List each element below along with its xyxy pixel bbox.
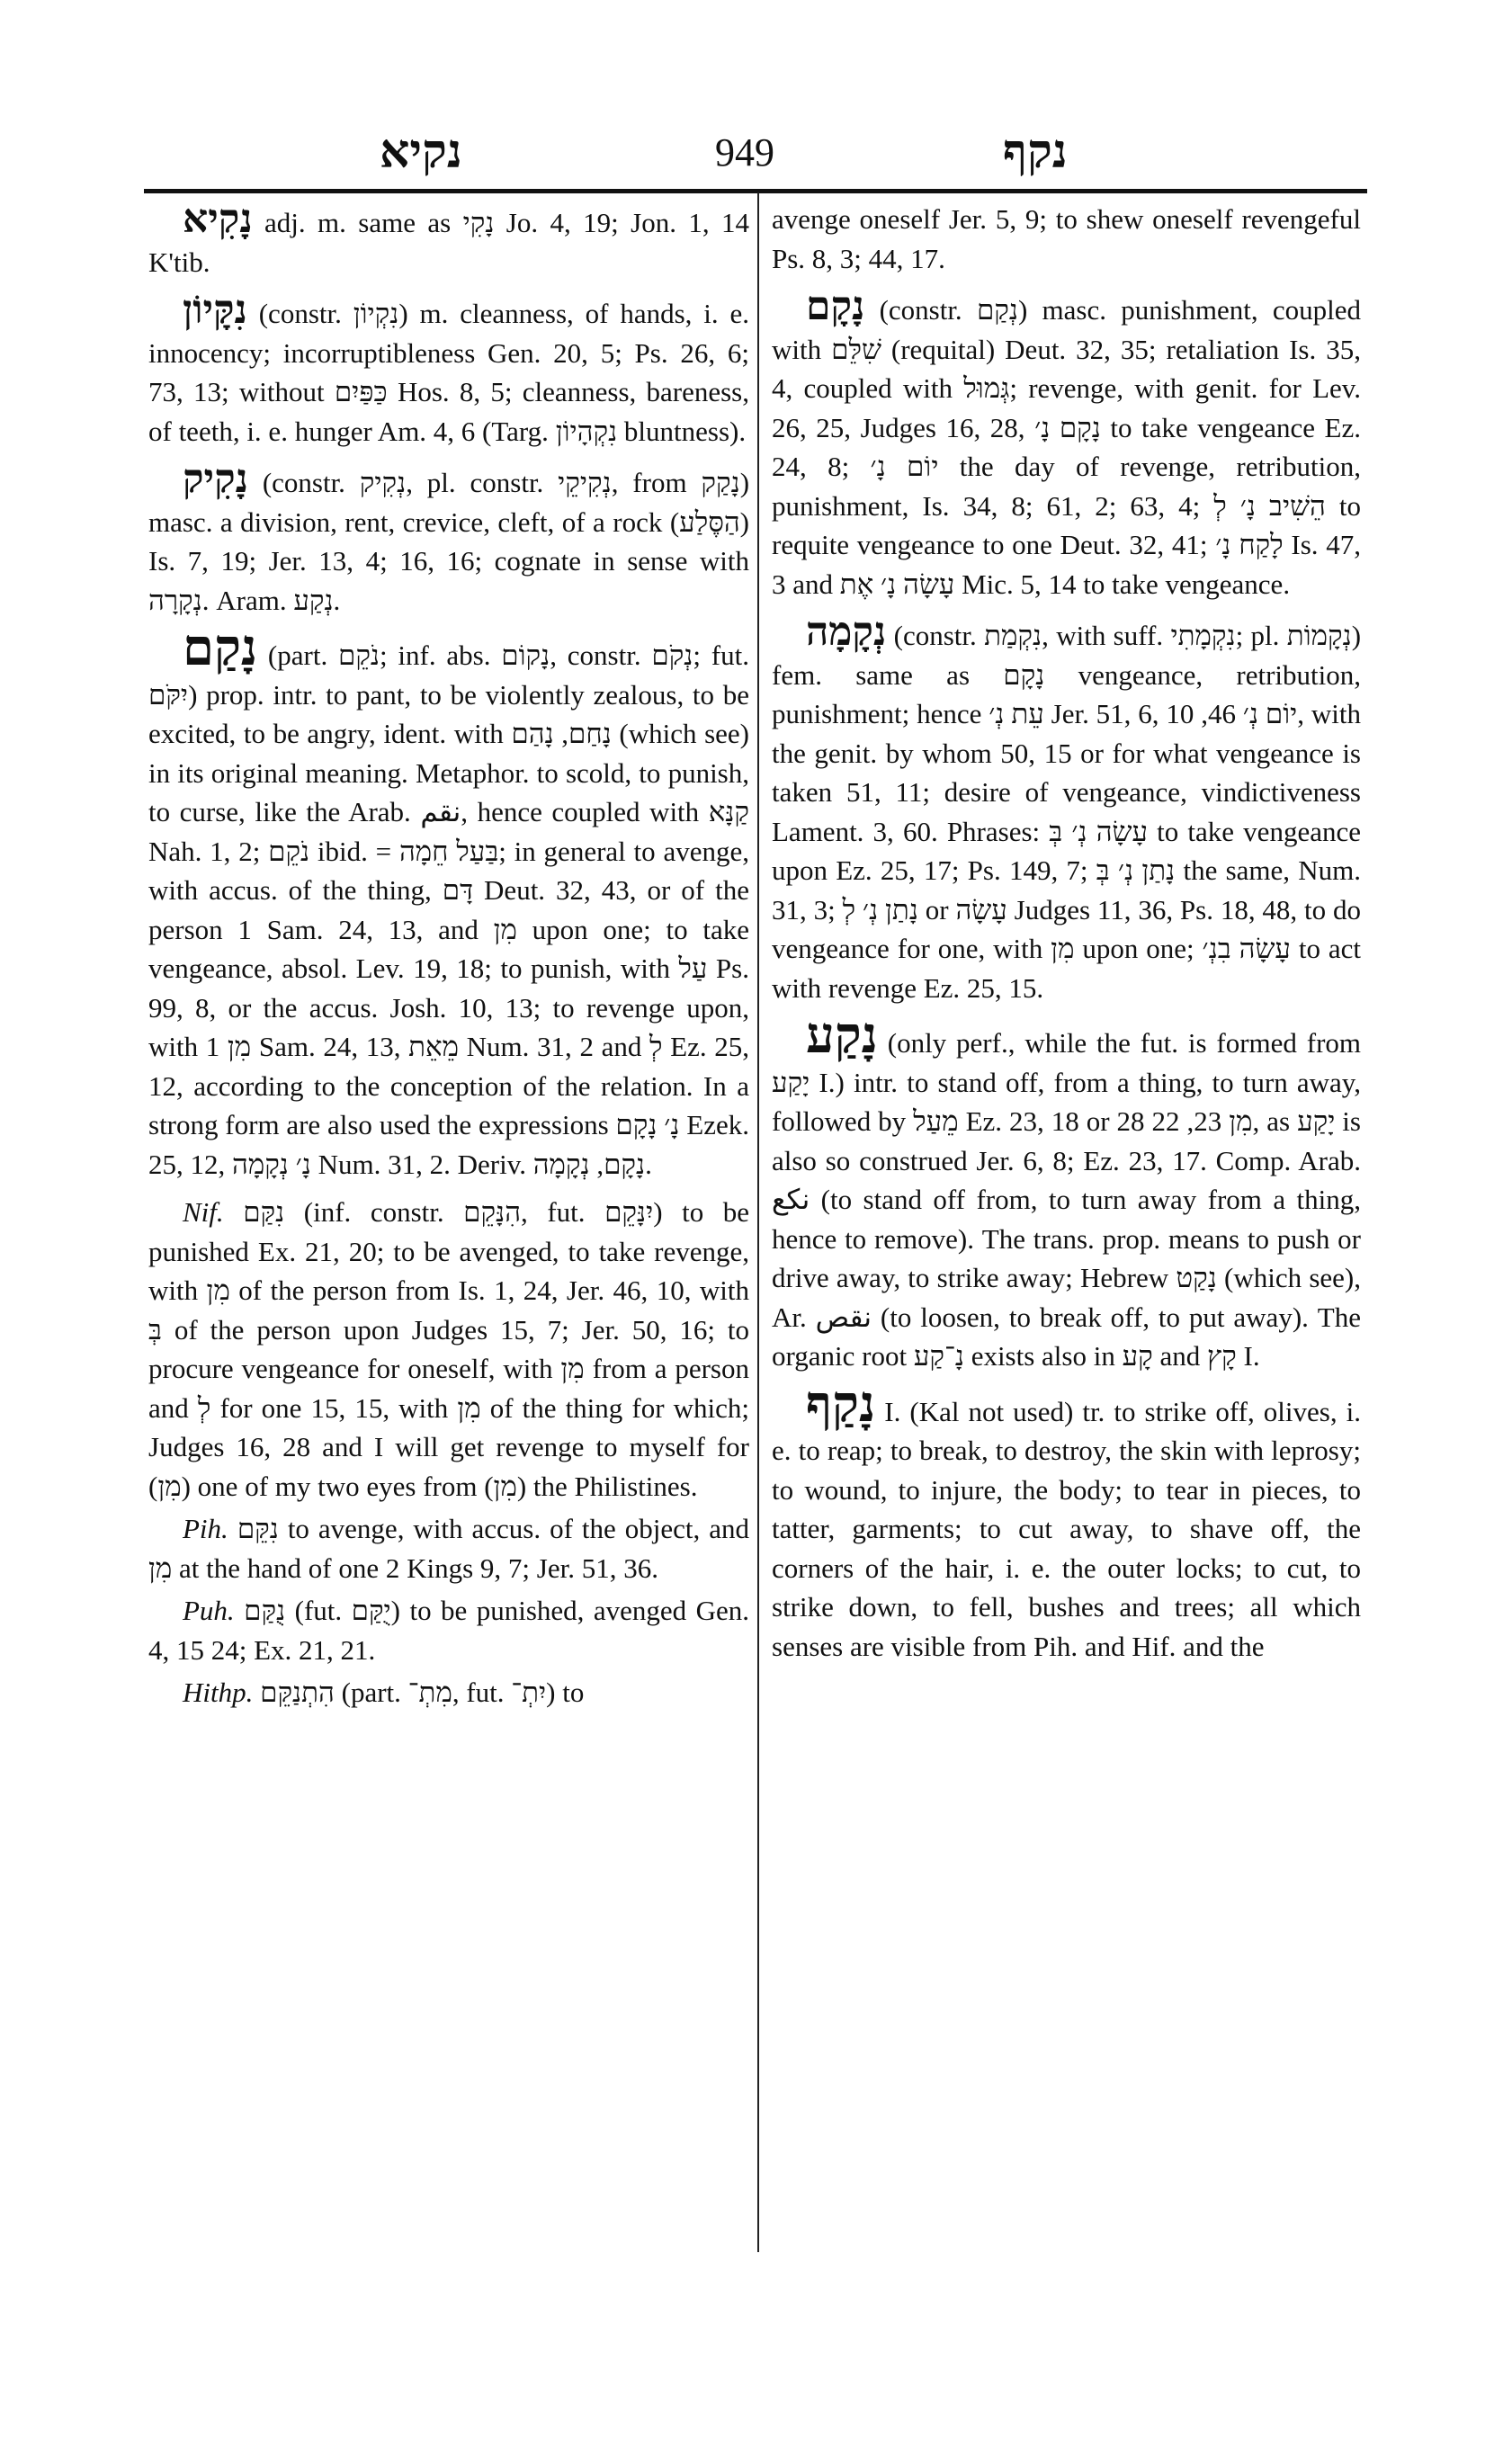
entry-lemma: נָקִיק — [183, 456, 248, 502]
left-guide-word: נקיא — [380, 124, 462, 179]
entry-definition: avenge oneself Jer. 5, 9; to shew oneself revengeful Ps. 8, 3; 44, 17. — [772, 203, 1361, 274]
right-guide-word: נקף — [1003, 124, 1068, 179]
entry-lemma: נָקָם — [806, 283, 865, 329]
entry-lemma: נָקִיא — [183, 196, 253, 242]
entry-definition: I. (Kal not used) tr. to strike off, olives, i. e. to reap; to break, to destroy, the skin with leprosy; to wound, to injure, the body; to tear in pieces, to tatter, garments; to cut away, to shave off, the corners of the hair, i. e. the outer locks; to cut, to strike down, to fell, bushes and trees; all which senses are visible from Pih. and Hif. and the — [772, 1395, 1362, 1662]
conjugation-label: Hithp. — [183, 1677, 254, 1708]
conjugation-label: Puh. — [183, 1595, 235, 1626]
entry-definition: (constr. נִקְיוֹן) m. cleanness, of hands, i. e. innocency; incorruptibleness Gen. 20, 5; Ps. 26, 6; 73, 13; without כַּפַּיִם Hos. 8, 5; cleanness, bareness, of teeth, i. e. hunger Am. 4, 6 (Targ. נִקְהָיוֹן bluntness). — [148, 298, 749, 447]
conjugation-subentry — [148, 1591, 749, 1669]
dictionary-entry — [772, 1373, 1362, 1667]
entry-lemma: נָקַע — [806, 1006, 878, 1065]
entry-continuation — [772, 200, 1361, 278]
dictionary-entry — [148, 196, 749, 282]
left-column — [148, 196, 750, 1716]
subentry-definition: נֻקַּם (fut. יֻקַּם) to be punished, avenged Gen. 4, 15 24; Ex. 21, 21. — [148, 1595, 750, 1666]
entry-definition: (only perf., while the fut. is formed from יָקַע I.) intr. to stand off, from a thing, to turn away, followed by מֵעַל Ez. 23, 18 or מִן 23, 22 28, as יָקַע is also so construed Jer. 6, 8; Ez. 23, 17. Comp. Arab. نكع (to stand off from, to turn away from a thing, hence to remove). The trans. prop. means to push or drive away, to strike away; Hebrew נָקַט (which see), Ar. نقص (to loosen, to break off, to put away). The organic root נָ־קַע exists also in קָע and קָץ I. — [772, 1027, 1362, 1372]
entry-definition: adj. m. same as נָקִי Jo. 4, 19; Jon. 1, 14 K'tib. — [148, 207, 749, 278]
right-column — [772, 200, 1361, 1675]
entry-definition: (part. נֹקֵם; inf. abs. נָקוֹם, constr. נְקֹם; fut. יִקֹּם) prop. intr. to pant, to be violently zealous, to be excited, to be angry, ident. with נָחַם, נָהַם (which see) in its original meaning. Metaphor. to scold, to punish, to curse, like the Arab. نقم, hence coupled with קַנָּא Nah. 1, 2; נֹקֵם ibid. = בַּעַל חֵמָה; in general to avenge, with accus. of the thing, דָּם Deut. 32, 43, or of the person 1 Sam. 24, 13, and מִן upon one; to take vengeance, absol. Lev. 19, 18; to punish, with עַל Ps. 99, 8, or the accus. Josh. 10, 13; to revenge upon, with מִן 1 Sam. 24, 13, מֵאֵת Num. 31, 2 and לְ Ez. 25, 12, according to the conception of the relation. In a strong form are also used the expressions נָ׳ נָקָם Ezek. 25, 12, נָ׳ נְקָמָה Num. 31, 2. Deriv. נָקָם, נְקָמָה. — [148, 639, 750, 1180]
page-number: 949 — [715, 130, 774, 174]
conjugation-subentry — [148, 1673, 749, 1712]
subentry-definition: הִתְנַקֵּם (part. מִתְ־, fut. יִתְ־) to — [260, 1677, 585, 1708]
running-header — [144, 117, 1367, 189]
subentry-definition: נִקֵּם to avenge, with accus. of the object, and מִן at the hand of one 2 Kings 9, 7; Jer. 51, 36. — [148, 1513, 750, 1584]
entry-definition: (constr. נְקַם) masc. punishment, coupled with שִׁלֵּם (requital) Deut. 32, 35; retaliation Is. 35, 4, coupled with גְּמוּל; revenge, with genit. for Lev. 26, 25, Judges 16, 28, נָקָם נָ׳ to take vengeance Ez. 24, 8; יוֹם נָ׳ the day of revenge, retribution, punishment, Is. 34, 8; 61, 2; 63, 4; הֵשִׁיב נָ׳ לְ to requite vengeance to one Deut. 32, 41; לָקַח נָ׳ Is. 47, 3 and עָשָׂה נָ׳ אֶת Mic. 5, 14 to take vengeance. — [772, 294, 1362, 600]
entry-lemma: נָקַם — [183, 618, 258, 677]
entry-lemma: נָקַף — [806, 1373, 876, 1434]
column-divider — [757, 192, 759, 2252]
dictionary-entry — [772, 609, 1362, 1007]
dictionary-entry — [772, 1006, 1362, 1376]
conjugation-label: Pih. — [183, 1513, 228, 1544]
entry-definition: (constr. נְקִיק, pl. constr. נְקִיקֵי, from נָקַק) masc. a division, rent, crevice, cleft, of a rock (הַסֶּלַע) Is. 7, 19; Jer. 13, 4; 16, 16; cognate in sense with נְקָרָה. Aram. נְקַע. — [148, 467, 750, 616]
dictionary-entry — [148, 287, 749, 451]
header-rule — [144, 189, 1367, 193]
dictionary-entry — [148, 456, 750, 620]
conjugation-subentry — [148, 1193, 749, 1506]
entry-lemma: נְקָמָה — [806, 609, 887, 655]
dictionary-entry — [772, 283, 1362, 604]
conjugation-label: Nif. — [183, 1196, 224, 1228]
conjugation-subentry — [148, 1509, 749, 1587]
subentry-definition: נִקַּם (inf. constr. הִנָּקֵם, fut. יִנָּקֵם) to be punished Ex. 21, 20; to be avenged, to take revenge, with מִן of the person from Is. 1, 24, Jer. 46, 10, with בְּ of the person upon Judges 15, 7; Jer. 50, 16; to procure vengeance for oneself, with מִן from a person and לְ for one 15, 15, with מִן of the thing for which; Judges 16, 28 and I will get revenge to myself for (מִן) one of my two eyes from (מִן) the Philistines. — [148, 1196, 750, 1502]
dictionary-entry — [148, 618, 750, 1184]
entry-definition: (constr. נִקְמַת, with suff. נִקְמָתִי; pl. נְקָמוֹת) fem. same as נָקָם vengeance, retribution, punishment; hence עֵת נְ׳ Jer. 51, 6, יוֹם נְ׳ 46, 10, with the genit. by whom 50, 15 or for what vengeance is taken 51, 11; desire of vengeance, vindictiveness Lament. 3, 60. Phrases: עָשָׂה נְ׳ בְּ to take vengeance upon Ez. 25, 17; Ps. 149, 7; נָתַן נְ׳ בְּ the same, Num. 31, 3; נָתַן נְ׳ לְ or עָשָׂה Judges 11, 36, Ps. 18, 48, to do vengeance for one, with מִן upon one; עָשָׂה בִנְ׳ to act with revenge Ez. 25, 15. — [772, 620, 1362, 1004]
entry-lemma: נִקָּיוֹן — [183, 287, 247, 333]
